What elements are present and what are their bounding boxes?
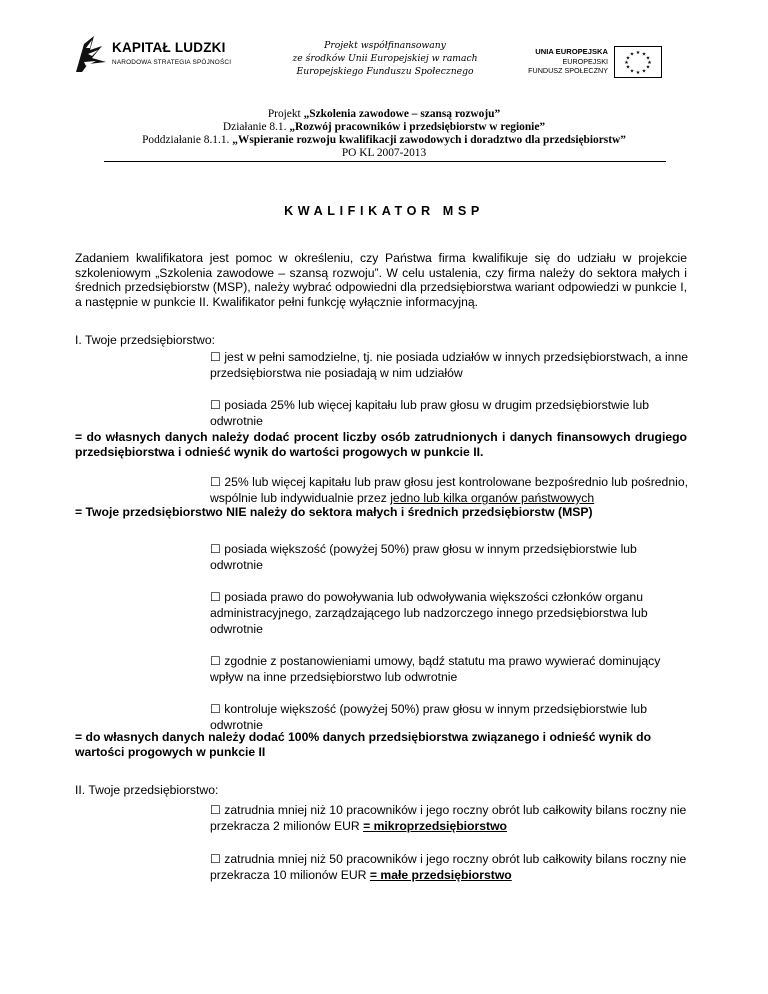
option-micro-result: = mikroprzedsiębiorstwo: [363, 819, 507, 833]
option-controls-majority[interactable]: ☐ kontroluje większość (powyżej 50%) praw głosu w innym przedsiębiorstwie lub odwrotnie: [210, 702, 647, 732]
cofinancing-line-1: Projekt współfinansowany: [324, 40, 446, 51]
subaction-line: [60, 134, 708, 147]
kapital-ludzki-emblem-icon: [72, 34, 108, 74]
option-state-controlled-text: ☐ 25% lub więcej kapitału lub praw głosu jest kontrolowane bezpośrednio lub pośrednio, wspólnie lub indywidualnie przez: [210, 475, 688, 505]
cofinancing-text: [270, 39, 500, 78]
svg-text:★: ★: [635, 50, 641, 56]
project-header: [60, 108, 708, 160]
svg-text:★: ★: [625, 55, 631, 62]
action-line: [60, 121, 708, 134]
option-independent[interactable]: ☐ jest w pełni samodzielne, tj. nie posiada udziałów w innych przedsiębiorstwach, a inne przedsiębiorstwa nie posiadają w nim udziałów: [210, 350, 688, 380]
section-2-heading: II. Twoje przedsiębiorstwo:: [75, 783, 219, 797]
eu-logo-line-3: FUNDUSZ SPOŁECZNY: [528, 66, 608, 75]
note-linked-enterprise: = do własnych danych należy dodać 100% danych przedsiębiorstwa związanego i odnieść wynik do wartości progowych w punkcie II: [75, 730, 652, 759]
project-line-prefix: Projekt: [267, 108, 304, 120]
option-state-controlled[interactable]: [210, 474, 688, 506]
action-line-prefix: Działanie 8.1.: [222, 121, 290, 133]
subaction-name: „Wspieranie rozwoju kwalifikacji zawodowych i doradztwo dla przedsiębiorstw”: [232, 134, 626, 146]
intro-paragraph: Zadaniem kwalifikatora jest pomoc w określeniu, czy Państwa firma kwalifikuje się do udziału w projekcie szkoleniowym „Szkolenia zawodowe – szansą rozwoju”. W celu ustalenia, czy firma należy do sektora małych i średnich przedsiębiorstw (MSP), należy wybrać odpowiedni dla przedsiębiorstwa wariant odpowiedzi w punkcie I, a następnie w punkcie II. Kwalifikator pełni funkcję wyłącznie informacyjną.: [75, 251, 687, 309]
eu-logo-text: [518, 47, 608, 76]
option-small-text: ☐ zatrudnia mniej niż 50 pracowników i jego roczny obrót lub całkowity bilans roczny nie przekracza 10 milionów EUR: [210, 852, 687, 882]
option-micro-text: ☐ zatrudnia mniej niż 10 pracowników i jego roczny obrót lub całkowity bilans roczny nie przekracza 2 milionów EUR: [210, 803, 687, 833]
svg-text:★: ★: [629, 51, 635, 58]
option-micro-enterprise[interactable]: [210, 802, 688, 834]
header-divider: [104, 161, 666, 162]
cofinancing-line-3: Europejskiego Funduszu Społecznego: [296, 66, 474, 77]
option-majority-votes[interactable]: ☐ posiada większość (powyżej 50%) praw głosu w innym przedsiębiorstwie lub odwrotnie: [210, 542, 637, 572]
svg-text:★: ★: [645, 55, 651, 62]
action-name: „Rozwój pracowników i przedsiębiorstw w regionie”: [289, 121, 546, 133]
svg-text:★: ★: [625, 64, 631, 71]
svg-text:★: ★: [624, 60, 629, 66]
project-name: „Szkolenia zawodowe – szansą rozwoju”: [303, 108, 501, 120]
svg-text:★: ★: [635, 70, 641, 76]
option-25-percent[interactable]: ☐ posiada 25% lub więcej kapitału lub praw głosu w drugim przedsiębiorstwie lub odwrotnie: [210, 398, 650, 428]
programme-line: PO KL 2007-2013: [341, 147, 427, 159]
svg-text:★: ★: [641, 68, 647, 75]
cofinancing-line-2: ze środków Unii Europejskiej w ramach: [292, 53, 478, 64]
kapital-ludzki-title: KAPITAŁ LUDZKI: [112, 40, 226, 55]
document-title: KWALIFIKATOR MSP: [284, 204, 484, 218]
eu-logo-line-2: EUROPEJSKI: [562, 56, 608, 66]
svg-text:★: ★: [641, 51, 647, 58]
eu-logo-line-1: UNIA EUROPEJSKA: [535, 47, 608, 56]
svg-text:★: ★: [647, 60, 652, 66]
subaction-line-prefix: Poddziałanie 8.1.1.: [142, 134, 233, 146]
option-state-controlled-underlined: jedno lub kilka organów państwowych: [390, 491, 595, 505]
kapital-ludzki-subtitle: NARODOWA STRATEGIA SPÓJNOŚCI: [112, 59, 232, 66]
eu-flag-icon: [614, 46, 662, 78]
note-not-msp: = Twoje przedsiębiorstwo NIE należy do sektora małych i średnich przedsiębiorstw (MSP): [75, 505, 593, 519]
option-dominant-influence[interactable]: ☐ zgodnie z postanowieniami umowy, bądź statutu ma prawo wywierać dominujący wpływ na inne przedsiębiorstwo lub odwrotnie: [210, 654, 661, 684]
svg-text:★: ★: [629, 68, 635, 75]
svg-text:★: ★: [645, 64, 651, 71]
option-small-enterprise[interactable]: [210, 851, 688, 883]
option-small-result: = małe przedsiębiorstwo: [369, 868, 512, 882]
kapital-ludzki-logo: [72, 34, 232, 78]
note-partner-enterprise: = do własnych danych należy dodać procent liczby osób zatrudnionych i danych finansowych drugiego przedsiębiorstwa i odnieść wynik do wartości progowych w punkcie II.: [75, 430, 687, 459]
project-line: [60, 108, 708, 121]
section-1-heading: I. Twoje przedsiębiorstwo:: [75, 333, 215, 347]
option-appoint-board[interactable]: ☐ posiada prawo do powoływania lub odwoływania większości członków organu administracyjnego, zarządzającego lub nadzorczego innego przedsiębiorstwa lub odwrotnie: [210, 590, 648, 636]
